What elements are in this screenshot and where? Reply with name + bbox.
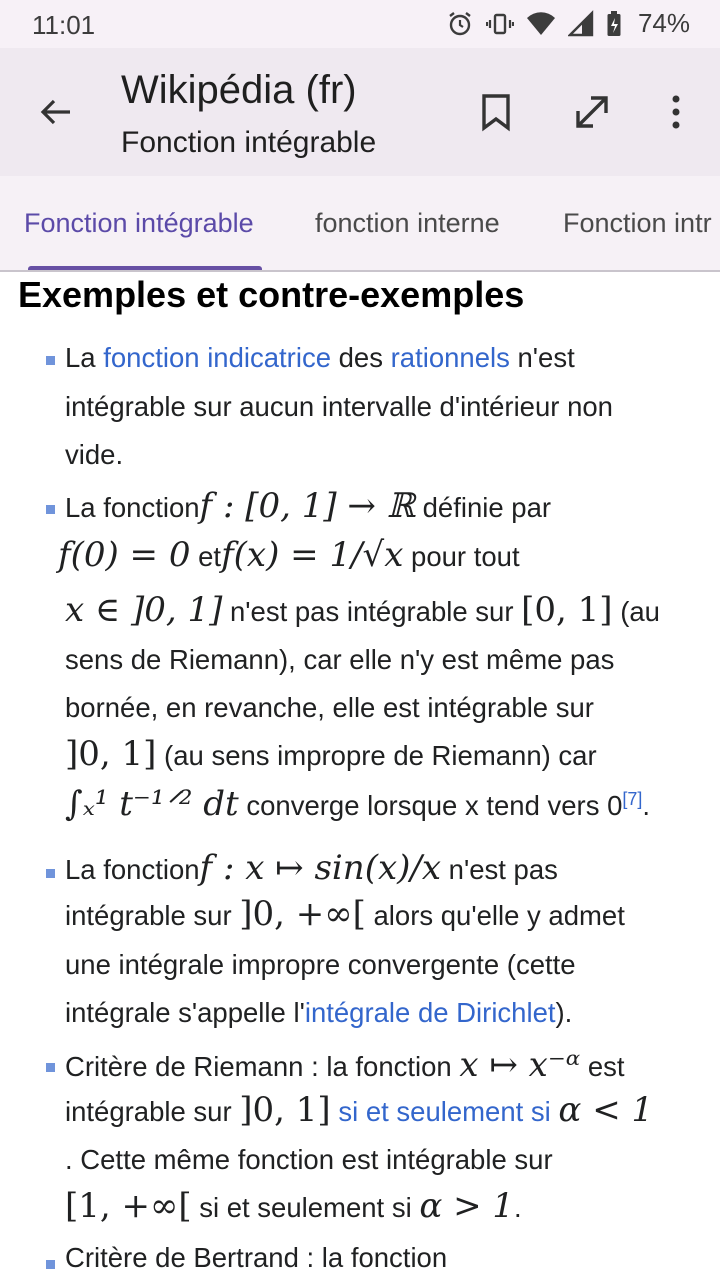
math-formula: x ∈ ]0, 1] (65, 590, 223, 630)
list-item-line: [1, +∞[ si et seulement si α > 1. (65, 1186, 522, 1226)
bullet-marker (46, 869, 55, 878)
math-formula: f(0) = 0 (58, 535, 191, 575)
status-icons (446, 8, 690, 39)
link-integrale-de-dirichlet[interactable]: intégrale de Dirichlet (304, 997, 556, 1028)
more-vert-icon (670, 94, 682, 130)
list-item-line: La fonctionf : x ↦ sin(x)/x n'est pas (65, 848, 558, 888)
bullet-marker (46, 505, 55, 514)
reference-link-7[interactable]: [7] (622, 788, 643, 809)
list-item-line: intégrable sur aucun intervalle d'intérieur non (65, 391, 613, 422)
math-formula: [0, 1] (521, 590, 613, 630)
battery-percent: 74% (637, 8, 690, 38)
list-item-line: Critère de Bertrand : la fonction (65, 1242, 448, 1273)
article-content (0, 272, 720, 1280)
bullet-marker (46, 356, 55, 365)
battery-charging-icon (606, 10, 622, 38)
list-item-line: . Cette même fonction est intégrable sur (65, 1144, 553, 1175)
math-formula: ]0, 1] (239, 1090, 331, 1130)
list-item-line: vide. (65, 439, 124, 470)
math-formula: [1, +∞[ (65, 1186, 192, 1226)
list-item-line: une intégrale impropre convergente (cette (65, 949, 576, 980)
link-fonction-indicatrice[interactable]: fonction indicatrice (103, 342, 331, 373)
list-item-line: La fonction indicatrice des rationnels n'est (65, 342, 575, 373)
tab-fonction-interne[interactable]: fonction interne (315, 208, 500, 238)
list-item-line: ]0, 1] (au sens impropre de Riemann) car (65, 734, 597, 774)
wifi-icon (526, 10, 556, 38)
math-formula: f : x ↦ sin(x)/x (199, 848, 442, 888)
expand-button[interactable] (568, 88, 616, 136)
list-item-line: intégrable sur ]0, 1] si et seulement si α < 1 (65, 1090, 654, 1130)
math-formula: ∫ₓ¹ t⁻¹ᐟ² dt (65, 784, 239, 824)
list-item-line: Critère de Riemann : la fonction x ↦ x⁻ᵅ est (65, 1045, 625, 1085)
article-tabs (0, 176, 720, 272)
math-formula: ]0, 1] (65, 734, 157, 774)
list-item-line: ∫ₓ¹ t⁻¹ᐟ² dt converge lorsque x tend vers 0[7]. (65, 784, 651, 824)
math-formula: α < 1 (558, 1090, 654, 1130)
list-item-line: x ∈ ]0, 1] n'est pas intégrable sur [0, 1] (au (65, 590, 660, 630)
tab-fonction-integrable[interactable]: Fonction intégrable (24, 208, 254, 238)
bookmark-button[interactable] (472, 88, 520, 136)
alarm-icon (446, 10, 474, 38)
signal-icon (568, 10, 594, 38)
arrow-left-icon (36, 92, 76, 132)
app-title: Wikipédia (fr) (121, 68, 357, 112)
list-item-line: La fonctionf : [0, 1] → ℝ définie par (65, 486, 552, 526)
list-item-line: sens de Riemann), car elle n'y est même pas (65, 644, 615, 675)
status-bar (0, 0, 720, 48)
list-item-line: bornée, en revanche, elle est intégrable sur (65, 692, 594, 723)
vibrate-icon (486, 10, 514, 38)
bullet-marker (46, 1063, 55, 1072)
math-formula: ]0, +∞[ (239, 894, 366, 934)
math-formula: α > 1 (419, 1186, 515, 1226)
expand-icon (571, 91, 613, 133)
more-options-button[interactable] (652, 88, 700, 136)
bullet-marker (46, 1260, 55, 1269)
math-formula: x ↦ x⁻ᵅ (459, 1045, 581, 1085)
status-time: 11:01 (32, 10, 96, 40)
math-formula: f : [0, 1] → ℝ (199, 486, 415, 526)
app-bar (0, 48, 720, 176)
tab-fonction-intr[interactable]: Fonction intr (563, 208, 712, 238)
link-rationnels[interactable]: rationnels (390, 342, 510, 373)
page-subtitle: Fonction intégrable (121, 126, 377, 159)
list-item-line: f(0) = 0 etf(x) = 1/√x pour tout (58, 535, 520, 575)
list-item-line: intégrale s'appelle l'intégrale de Dirichlet). (65, 997, 573, 1028)
math-formula: f(x) = 1/√x (221, 535, 404, 575)
link-si-et-seulement-si[interactable]: si et seulement si (330, 1096, 559, 1127)
list-item-line: intégrable sur ]0, +∞[ alors qu'elle y admet (65, 894, 625, 934)
section-heading: Exemples et contre-exemples (18, 274, 525, 315)
back-button[interactable] (32, 88, 80, 136)
bookmark-icon (478, 92, 514, 132)
